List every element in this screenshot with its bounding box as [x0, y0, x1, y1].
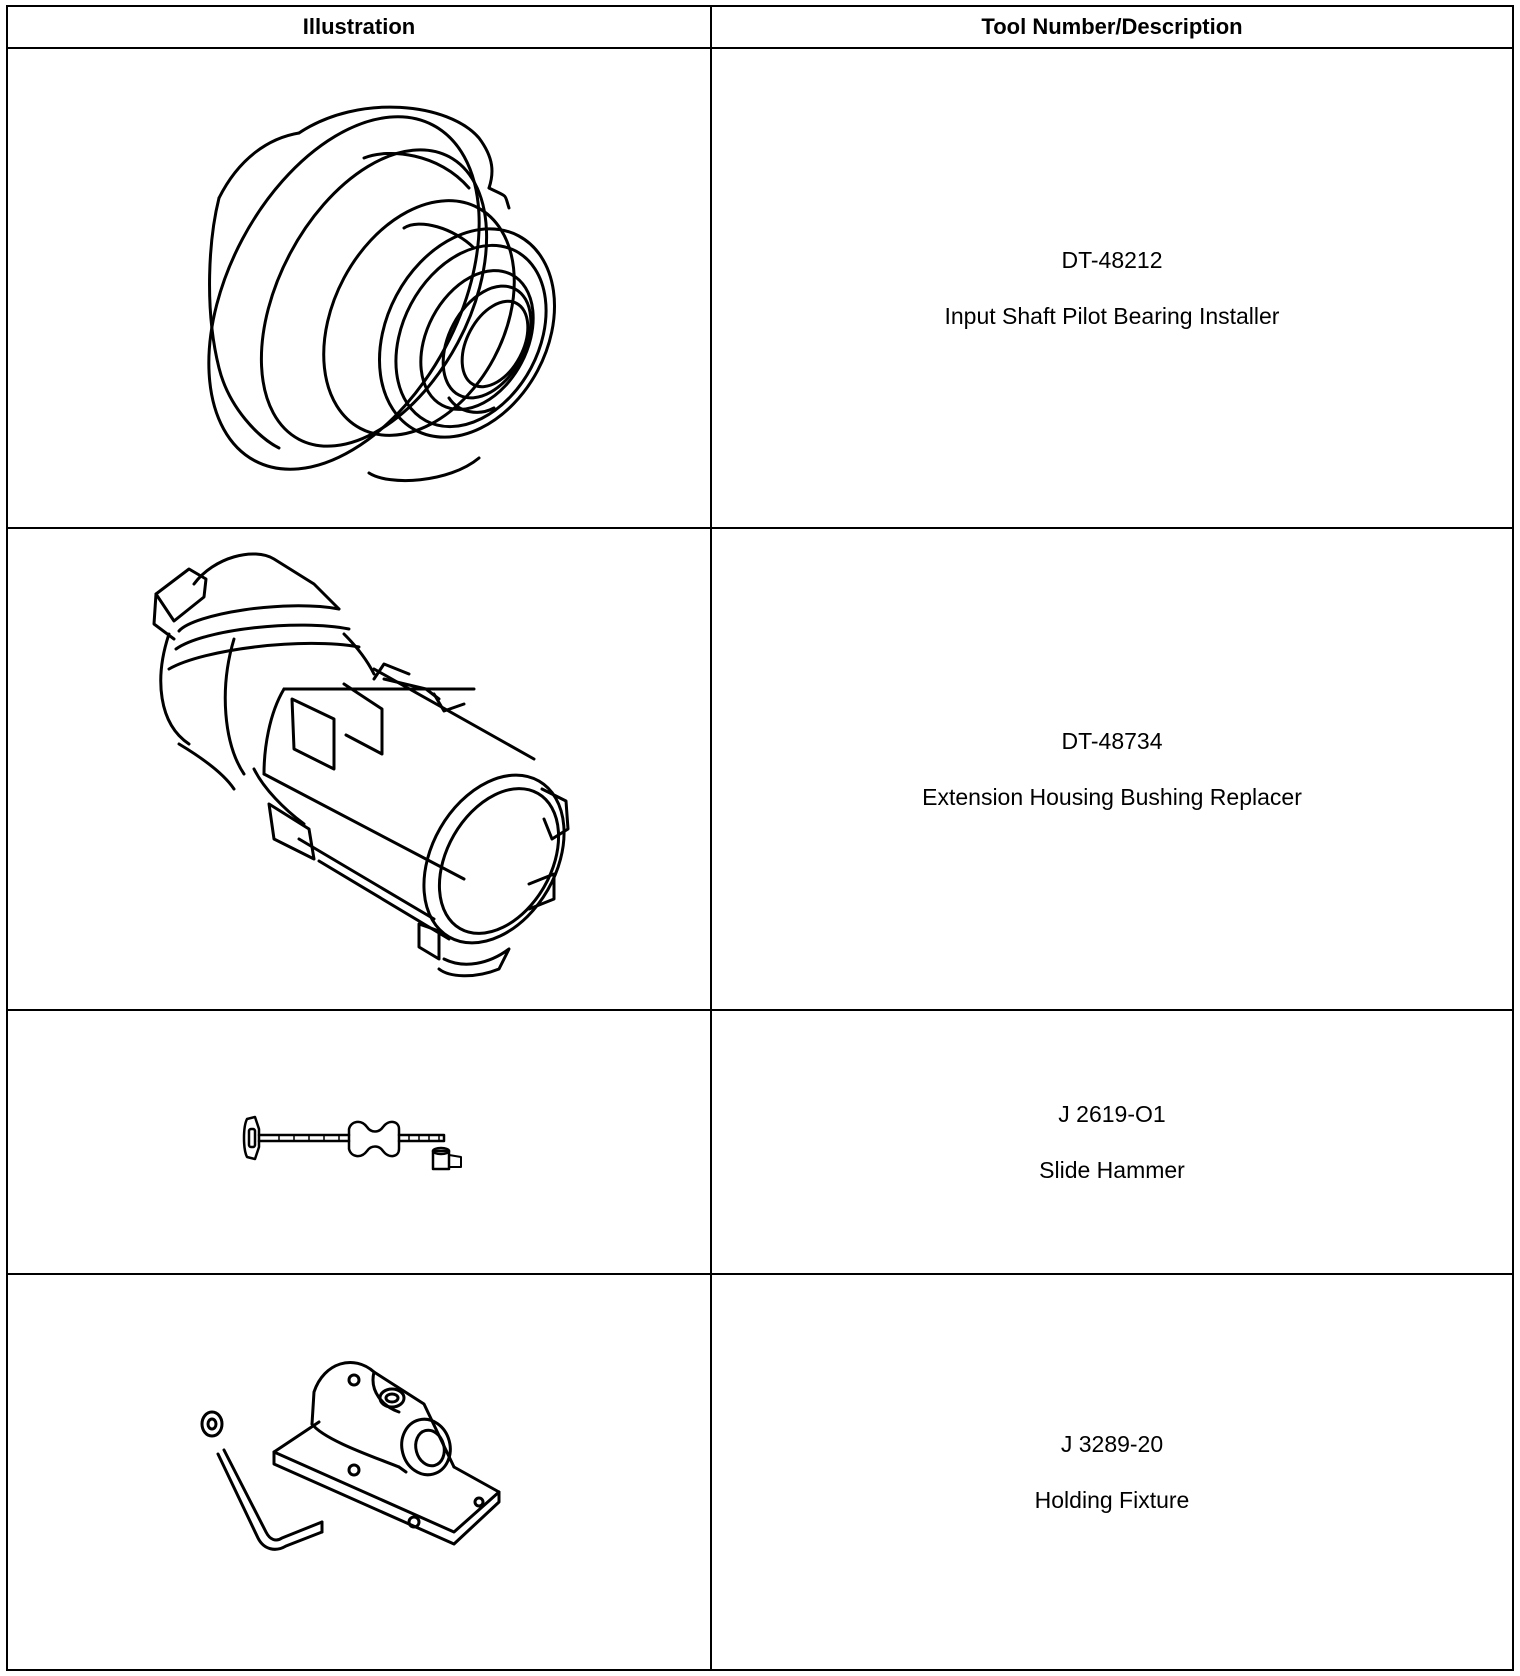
tool-description-cell — [711, 48, 1513, 528]
header-tool-number-description: Tool Number/Description — [711, 6, 1513, 48]
slide-hammer-icon — [239, 1107, 479, 1177]
tool-number: J 2619-O1 — [1058, 1101, 1166, 1127]
tool-description: Input Shaft Pilot Bearing Installer — [944, 303, 1280, 329]
tool-description: Holding Fixture — [1034, 1487, 1190, 1513]
table-row — [7, 1274, 1513, 1670]
illustration-cell — [7, 48, 711, 528]
holding-fixture-icon — [194, 1352, 524, 1592]
illustration-cell — [7, 1010, 711, 1274]
illustration-cell — [7, 1274, 711, 1670]
special-tools-table — [6, 5, 1514, 1671]
bushing-replacer-icon — [134, 539, 584, 999]
tool-number: DT-48212 — [1061, 247, 1163, 273]
table-row — [7, 1010, 1513, 1274]
tool-description: Slide Hammer — [1039, 1157, 1185, 1183]
tool-number: J 3289-20 — [1060, 1431, 1164, 1457]
table-row — [7, 48, 1513, 528]
header-illustration: Illustration — [7, 6, 711, 48]
table-row — [7, 528, 1513, 1010]
tool-description-cell — [711, 528, 1513, 1010]
tool-description-cell — [711, 1274, 1513, 1670]
tool-description: Extension Housing Bushing Replacer — [922, 784, 1302, 810]
pilot-bearing-installer-icon — [149, 78, 569, 498]
tool-description-cell — [711, 1010, 1513, 1274]
tool-number: DT-48734 — [1061, 728, 1163, 754]
illustration-cell — [7, 528, 711, 1010]
table-header-row — [7, 6, 1513, 48]
